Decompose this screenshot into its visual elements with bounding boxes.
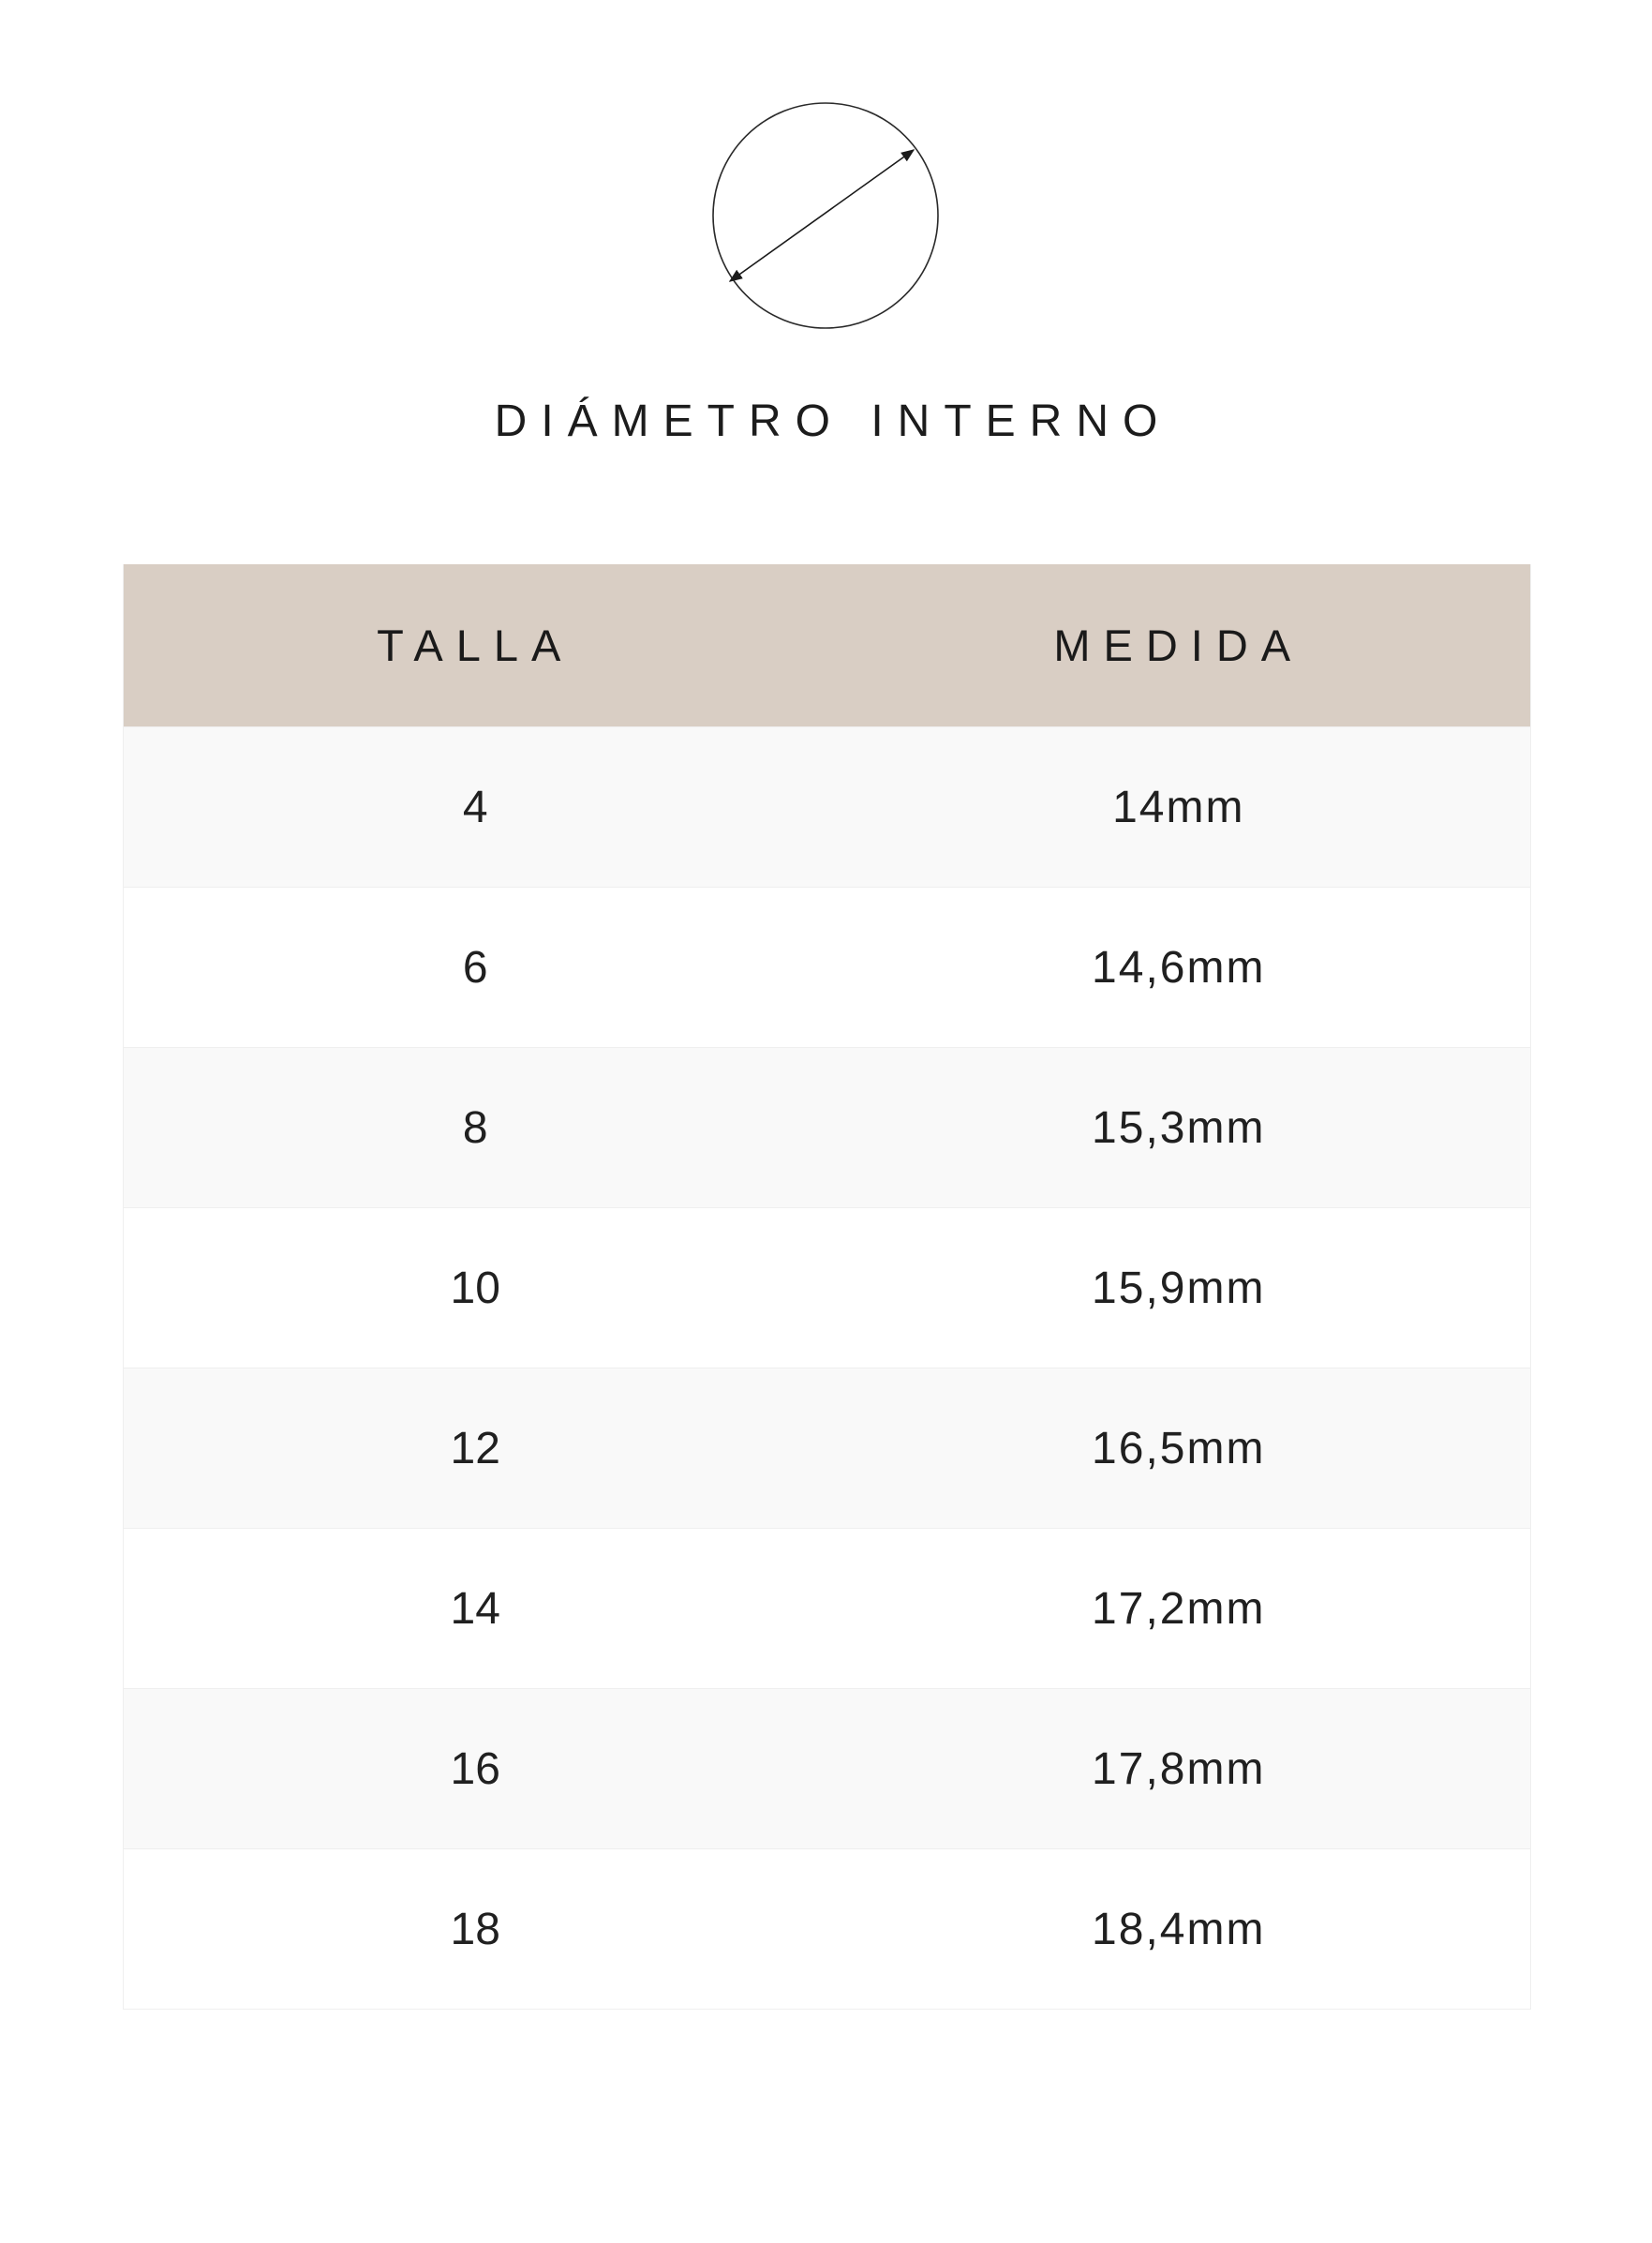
size-cell: 18 bbox=[450, 1904, 500, 1954]
table-row bbox=[124, 1688, 1530, 1848]
measure-cell: 15,3mm bbox=[1092, 1102, 1266, 1153]
column-header-size: TALLA bbox=[377, 621, 574, 670]
table-row bbox=[124, 1047, 1530, 1207]
table-row bbox=[124, 726, 1530, 887]
size-cell: 16 bbox=[450, 1743, 500, 1794]
table-row bbox=[124, 1368, 1530, 1528]
size-cell: 12 bbox=[450, 1423, 500, 1473]
table-header-row bbox=[124, 564, 1530, 726]
ring-diameter-icon bbox=[709, 99, 942, 332]
size-cell: 14 bbox=[450, 1583, 500, 1634]
size-cell: 4 bbox=[462, 782, 488, 832]
measure-cell: 17,2mm bbox=[1092, 1583, 1266, 1634]
measure-cell: 17,8mm bbox=[1092, 1743, 1266, 1794]
table-row bbox=[124, 1528, 1530, 1688]
measure-cell: 14,6mm bbox=[1092, 942, 1266, 993]
size-table bbox=[123, 564, 1531, 2010]
column-header-measure: MEDIDA bbox=[1053, 621, 1304, 670]
size-cell: 8 bbox=[462, 1102, 488, 1153]
measure-cell: 16,5mm bbox=[1092, 1423, 1266, 1473]
measure-cell: 15,9mm bbox=[1092, 1263, 1266, 1313]
size-cell: 10 bbox=[450, 1263, 500, 1313]
table-row bbox=[124, 1207, 1530, 1368]
measure-cell: 18,4mm bbox=[1092, 1904, 1266, 1954]
size-cell: 6 bbox=[462, 942, 488, 993]
table-row bbox=[124, 887, 1530, 1047]
measure-cell: 14mm bbox=[1112, 782, 1245, 832]
page-title: DIÁMETRO INTERNO bbox=[494, 396, 1172, 446]
table-row bbox=[124, 1848, 1530, 2009]
